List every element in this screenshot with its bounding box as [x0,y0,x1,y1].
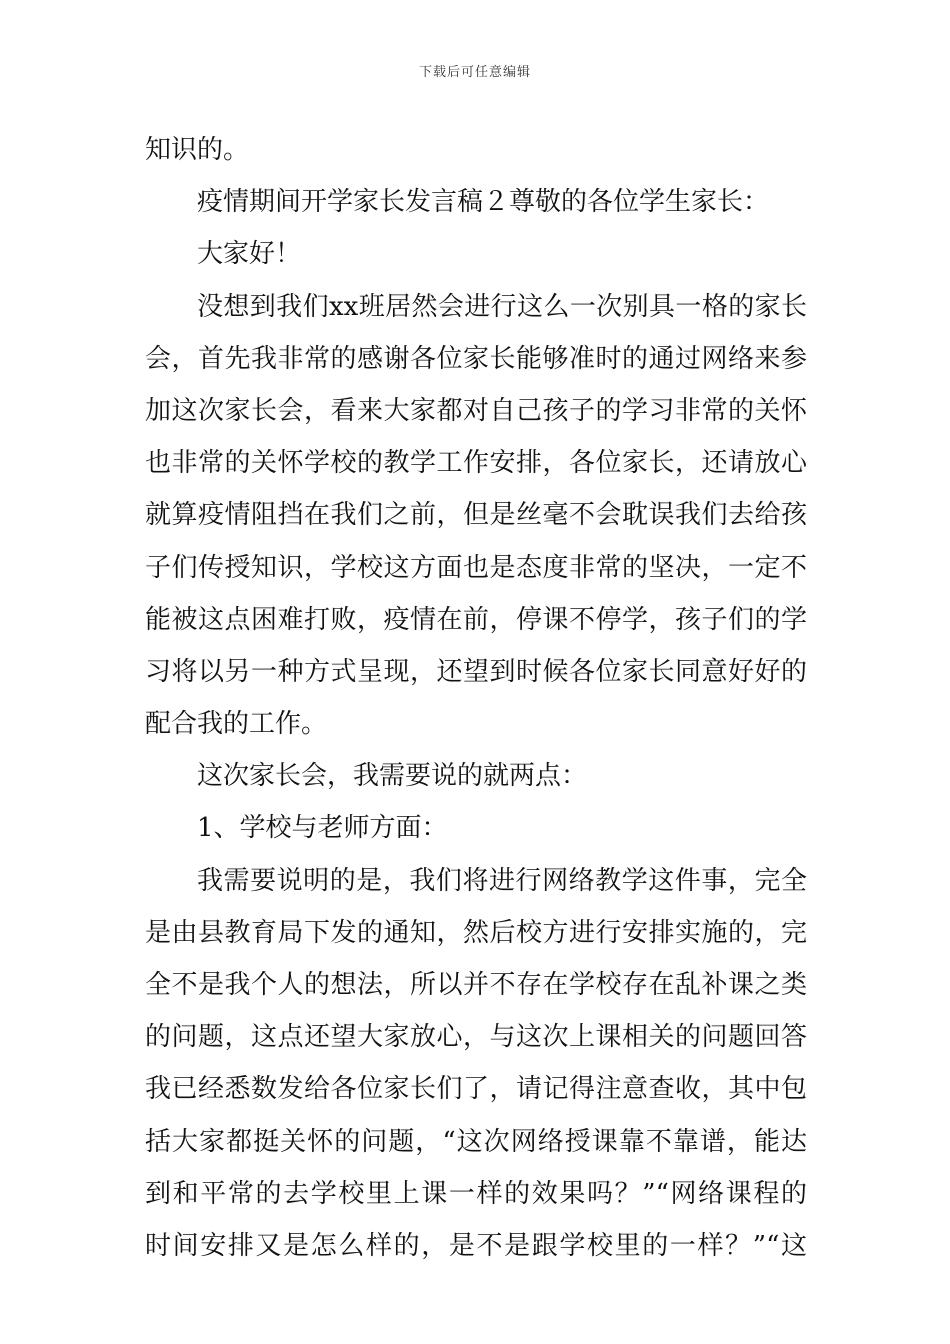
text-line: 加这次家长会，看来大家都对自己孩子的学习非常的关怀 [145,395,807,426]
text-line: 这次家长会，我需要说的就两点： [197,761,588,792]
text-line: 我需要说明的是，我们将进行网络教学这件事，完全 [197,865,807,896]
text-line: 就算疫情阻挡在我们之前，但是丝毫不会耽误我们去给孩 [145,500,807,531]
text-line: 是由县教育局下发的通知，然后校方进行安排实施的，完 [145,917,807,948]
text-line: 全不是我个人的想法，所以并不存在学校存在乱补课之类 [145,970,807,1000]
text-line: 1、学校与老师方面： [197,813,448,844]
text-line: 疫情期间开学家长发言稿２尊敬的各位学生家长： [197,187,770,218]
text-line: 没想到我们xx班居然会进行这么一次别具一格的家长 [197,291,807,322]
text-line: 括大家都挺关怀的问题，“这次网络授课靠不靠谱，能达 [145,1126,807,1157]
text-line: 大家好！ [197,239,302,270]
text-line: 的问题，这点还望大家放心，与这次上课相关的问题回答 [145,1022,807,1053]
text-line: 会，首先我非常的感谢各位家长能够准时的通过网络来参 [145,343,807,374]
body-text [145,124,807,1272]
text-line: 到和平常的去学校里上课一样的效果吗？”“网络课程的 [145,1178,807,1209]
header-note: 下载后可任意编辑 [418,65,531,80]
text-line: 也非常的关怀学校的教学工作安排，各位家长，还请放心 [145,448,807,479]
text-line: 配合我的工作。 [145,709,328,740]
text-line: 能被这点困难打败，疫情在前，停课不停学，孩子们的学 [145,604,807,635]
text-line: 习将以另一种方式呈现，还望到时候各位家长同意好好的 [145,656,807,687]
text-line: 时间安排又是怎么样的，是不是跟学校里的一样？”“这 [145,1230,807,1261]
text-line: 知识的。 [145,135,250,165]
text-line: 我已经悉数发给各位家长们了，请记得注意查收，其中包 [145,1074,807,1105]
text-line: 子们传授知识，学校这方面也是态度非常的坚决，一定不 [145,552,807,583]
